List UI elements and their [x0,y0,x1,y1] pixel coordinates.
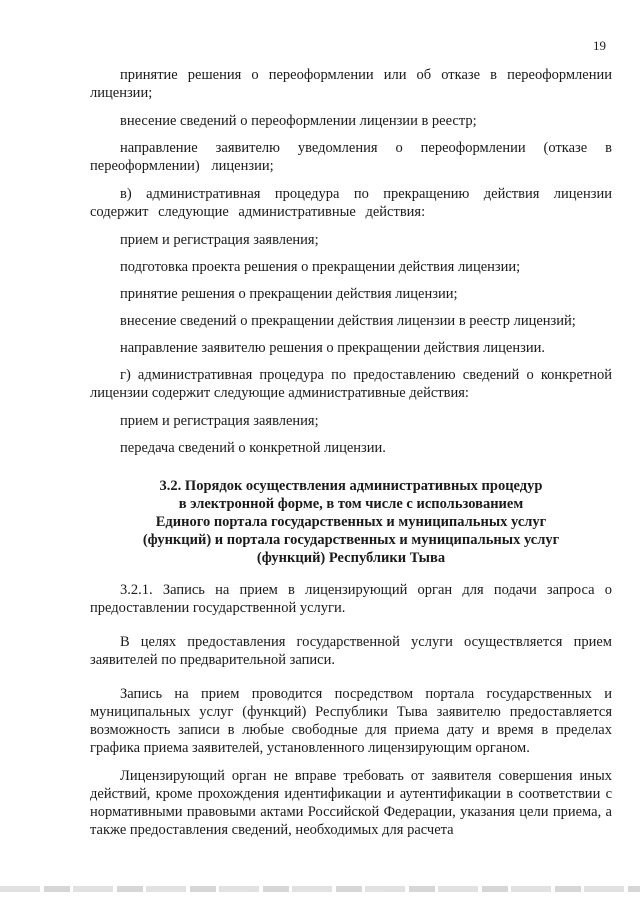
heading-line: Единого портала государственных и муниципальных услуг [155,514,547,530]
paragraph: прием и регистрация заявления; [120,413,319,429]
heading-line: (функций) Республики Тыва [256,550,446,566]
paragraph: Лицензирующий орган не вправе требовать от заявителя совершения иных действий, кроме прохождения идентификации и аутентификации в соответствии с нормативными правовыми актами Российской Федерации, указания цели приема, а также предоставления сведений, необходимых для расчета [90,768,612,838]
paragraph: передача сведений о конкретной лицензии. [120,440,386,456]
page-number: 19 [593,38,606,53]
paragraph: направление заявителю уведомления о переоформлении (отказе в переоформлении) лицензии; [90,140,612,174]
heading-line: (функций) и портала государственных и муниципальных услуг [142,532,560,548]
paragraph: в) административная процедура по прекращению действия лицензии содержит следующие административные действия: [90,186,612,220]
document-body [90,66,612,849]
heading-line: в электронной форме, в том числе с использованием [178,496,524,512]
paragraph: г) административная процедура по предоставлению сведений о конкретной лицензии содержит следующие административные действия: [90,367,612,401]
paragraph: внесение сведений о переоформлении лицензии в реестр; [120,113,477,129]
paragraph: В целях предоставления государственной услуги осуществляется прием заявителей по предварительной записи. [90,634,612,668]
paragraph: подготовка проекта решения о прекращении действия лицензии; [120,259,521,275]
paragraph: принятие решения о переоформлении или об отказе в переоформлении лицензии; [90,67,612,101]
paragraph: прием и регистрация заявления; [120,232,319,248]
scan-edge-artifact [0,886,640,892]
heading-line: 3.2. Порядок осуществления административных процедур [159,478,543,494]
paragraph: 3.2.1. Запись на прием в лицензирующий орган для подачи запроса о предоставлении государственной услуги. [90,582,612,616]
paragraph: Запись на прием проводится посредством портала государственных и муниципальных услуг (функций) Республики Тыва заявителю предоставляется возможность записи в любые свободные для приема дату и время в пределах графика приема заявителей, установленного лицензирующим органом. [90,686,612,756]
paragraph: направление заявителю решения о прекращении действия лицензии. [120,340,545,356]
paragraph: принятие решения о прекращении действия лицензии; [120,286,458,302]
paragraph: внесение сведений о прекращении действия лицензии в реестр лицензий; [120,313,576,329]
section-heading [90,477,612,567]
